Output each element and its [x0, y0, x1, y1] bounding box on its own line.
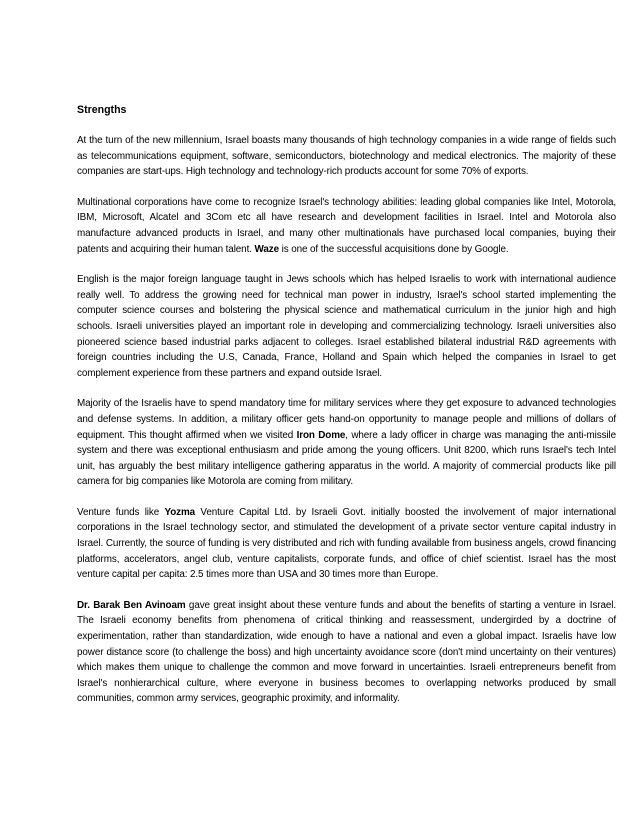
- paragraph-multinationals: [77, 195, 616, 257]
- paragraph-text: Multinational corporations have come to recognize Israel's technology abilities: leading global companies like Intel, Motorola, IBM, Microsoft, Alcatel and 3Com etc all have research and development facilities in Israel. Intel and Motorola also manufacture advanced products in Israel, and many other multinationals have purchased local companies, buying their patents and acquiring their human talent.: [77, 196, 616, 255]
- paragraph-text: Venture funds like: [77, 506, 165, 518]
- paragraph-military: [77, 396, 616, 490]
- paragraph-text: gave great insight about these venture funds and about the benefits of starting a venture in Israel. The Israeli economy benefits from phenomena of critical thinking and reassessment, undergirded by a doctrine of experimentation, rather than standardization, wide enough to have a national and even a global impact. Israelis have low power distance score (to challenge the boss) and high uncertainty avoidance score (don't mind uncertainty on their ventures) which makes them unique to challenge the common and move forward in uncertainties. Israeli entrepreneurs benefit from Israel's nonhierarchical culture, where everyone in business becomes to overlapping networks produced by small communities, common army services, geographic proximity, and informality.: [77, 599, 616, 705]
- paragraph-text: Majority of the Israelis have to spend mandatory time for military services where they get exposure to advanced technologies and defense systems. In addition, a military officer gets hand-on opportunity to manage people and millions of dollars of equipment. This thought affirmed when we visited: [77, 398, 616, 441]
- bold-term-waze: Waze: [254, 243, 279, 255]
- paragraph-text: Venture Capital Ltd. by Israeli Govt. initially boosted the involvement of major international corporations in the Israel technology sector, and stimulated the development of a private sector venture capital industry in Israel. Currently, the source of funding is very distributed and rich with funding available from business angels, crowd financing platforms, accelerators, angel club, venture capitalists, corporate funds, and office of chief scientist. Israel has the most venture capital per capita: 2.5 times more than USA and 30 times more than Europe.: [77, 506, 616, 581]
- bold-term-iron-dome: Iron Dome: [296, 429, 346, 441]
- paragraph-insights: [77, 598, 616, 707]
- paragraph-text: , where a lady officer in charge was managing the anti-missile system and there was exceptional enthusiasm and pride among the young officers. Unit 8200, which runs Israel's tech Intel unit, has arguably the best military intelligence gathering apparatus in the world. A majority of commercial products like pill camera for big companies like Motorola are coming from military.: [77, 429, 616, 488]
- bold-term-yozma: Yozma: [164, 506, 196, 518]
- bold-term-speaker-name: Dr. Barak Ben Avinoam: [77, 599, 186, 611]
- paragraph-text: English is the major foreign language taught in Jews schools which has helped Israelis to work with international audience really well. To address the growing need for technical man power in industry, Israel's school started implementing the computer science courses and bolstering the physical science and mathematical curriculum in the junior high and high schools. Israeli universities played an important role in developing and commercializing technology. Israeli universities also pioneered science based industrial parks adjacent to colleges. Israel established bilateral industrial R&D agreements with foreign countries including the U.S, Canada, France, Holland and Spain which helped the companies in Israel to get complement experience from these partners and expand outside Israel.: [77, 274, 616, 379]
- paragraph-text: At the turn of the new millennium, Israel boasts many thousands of high technology companies in a wide range of fields such as telecommunications equipment, software, semiconductors, biotechnology and medical electronics. The majority of these companies are start-ups. High technology and technology-rich products account for some 70% of exports.: [77, 135, 616, 178]
- paragraph-high-tech-overview: [77, 133, 616, 180]
- section-heading: Strengths: [77, 104, 127, 116]
- paragraph-education: [77, 272, 616, 381]
- paragraph-text: is one of the successful acquisitions done by Google.: [279, 243, 509, 255]
- paragraph-venture-funds: [77, 505, 616, 583]
